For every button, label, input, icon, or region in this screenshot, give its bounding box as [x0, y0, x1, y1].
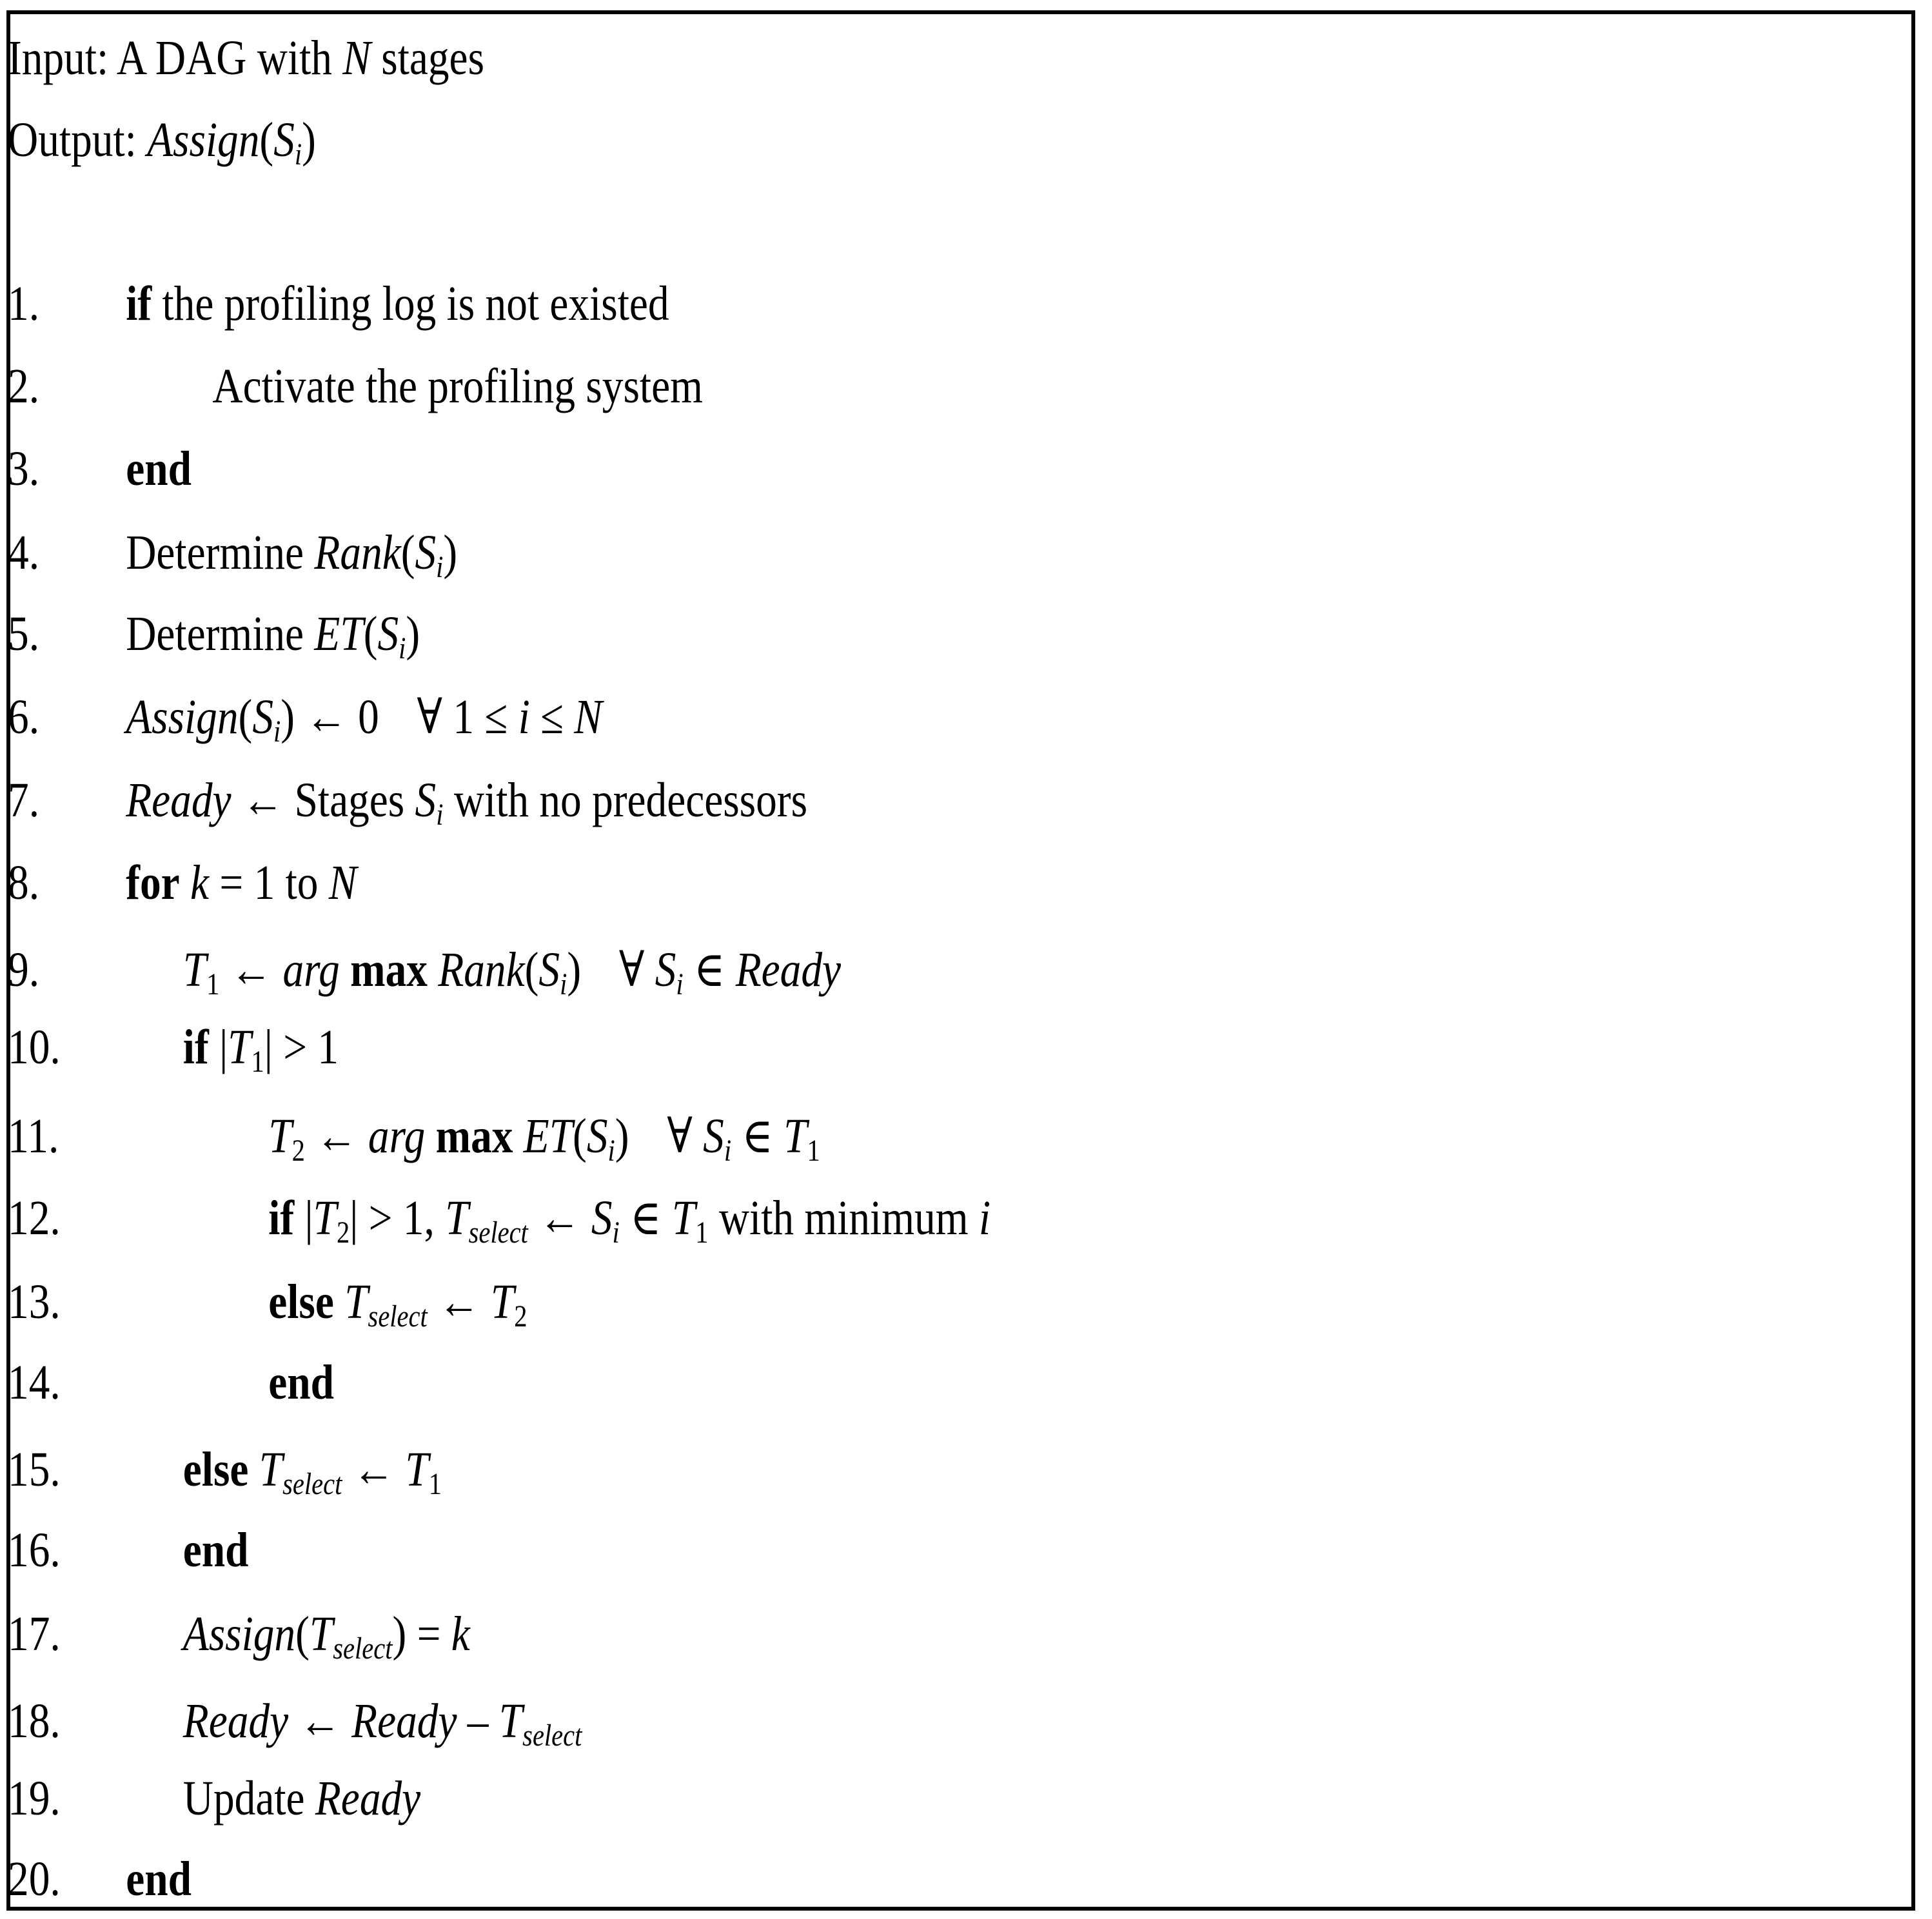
line-number: 1. [8, 277, 40, 331]
assign-arrow: ← [299, 1694, 341, 1748]
var-s: S [377, 607, 399, 661]
func-assign: Assign [126, 690, 239, 744]
line-text: > 1, [368, 1191, 435, 1245]
keyword-else: else [268, 1275, 334, 1329]
line-number: 9. [8, 943, 40, 997]
keyword-if: if [182, 1020, 209, 1074]
var-ready: Ready [126, 773, 232, 827]
element-of-symbol: ∈ [693, 943, 725, 997]
var-t: T [498, 1694, 523, 1748]
keyword-if: if [126, 277, 152, 331]
abs-bar: | [219, 1020, 228, 1074]
var-t: T [309, 1607, 333, 1661]
var-k: k [451, 1607, 470, 1661]
element-of-symbol: ∈ [630, 1191, 662, 1245]
line-number: 7. [8, 773, 40, 827]
line-text: with minimum [718, 1191, 969, 1245]
sub-select: select [282, 1468, 342, 1502]
line-body: $Assign(T_{select}) = k$ [182, 1607, 470, 1666]
sub-i: i [436, 798, 444, 832]
line-body: $T_2$ ← arg $\max ET(S_i)$ ∀ $S_i$ ∈ $T_1$ [268, 1109, 820, 1168]
line-text: Determine [126, 526, 304, 580]
func-et: ET [523, 1109, 573, 1163]
abs-bar: | [350, 1191, 359, 1245]
line-body: Determine $Rank(S_i)$ [126, 526, 458, 585]
sub-2: 2 [336, 1216, 350, 1250]
assign-arrow: ← [241, 773, 284, 827]
var-s: S [703, 1109, 724, 1163]
var-t: T [445, 1191, 469, 1245]
output-label: Output: [8, 113, 137, 167]
var-i: i [518, 690, 530, 744]
line-number: 12. [8, 1191, 61, 1245]
output-text: Output: $Assign(S_i)$ [8, 113, 316, 172]
forall-condition: ∀ 1 ≤ [417, 690, 508, 744]
var-t: T [313, 1191, 337, 1245]
var-n: N [328, 856, 357, 910]
keyword-end: end [268, 1355, 334, 1410]
assign-arrow: ← [352, 1442, 395, 1497]
keyword-if: if [268, 1191, 295, 1245]
var-s: S [538, 943, 560, 997]
line-body: $Assign(S_i)$ ← 0 ∀ 1 ≤ i ≤ N [126, 690, 602, 749]
line-body [183, 1015, 339, 1079]
line-body [126, 851, 357, 915]
func-et: ET [314, 607, 364, 661]
line-text: = 1 to [219, 856, 319, 910]
var-ready: Ready [315, 1771, 421, 1826]
input-text [8, 26, 484, 90]
assign-arrow: ← [538, 1191, 581, 1245]
sub-1: 1 [206, 968, 220, 1002]
var-t: T [259, 1442, 283, 1497]
line-body [126, 1847, 192, 1911]
line-text: Stages [294, 773, 405, 827]
sub-1: 1 [695, 1216, 709, 1250]
var-t: T [344, 1275, 368, 1329]
var-s: S [415, 773, 437, 827]
line-number: 4. [8, 526, 40, 580]
var-t: T [268, 1109, 292, 1163]
var-t: T [784, 1109, 807, 1163]
line-number: 2. [8, 359, 40, 413]
sub-i: i [724, 1134, 732, 1168]
line-body [126, 437, 192, 501]
var-s: S [415, 526, 437, 580]
line-body [268, 1270, 527, 1334]
line-body [183, 1518, 249, 1582]
abs-bar: | [264, 1020, 273, 1074]
keyword-for: for [126, 856, 180, 910]
input-text-a: A DAG with [116, 31, 332, 85]
func-rank: Rank [314, 526, 401, 580]
line-body: Determine $ET(S_i)$ [126, 607, 420, 666]
line-text: Determine [126, 607, 304, 661]
element-of-symbol: ∈ [742, 1109, 773, 1163]
line-text: Activate the profiling system [212, 359, 703, 413]
var-s: S [655, 943, 676, 997]
line-text: the profiling log is not existed [162, 277, 669, 331]
keyword-max: max [350, 943, 428, 997]
line-number: 3. [8, 442, 40, 496]
sub-i: i [560, 968, 567, 1002]
line-body [268, 1186, 991, 1250]
line-number: 5. [8, 607, 40, 661]
sub-select: select [522, 1719, 582, 1753]
var-k: k [190, 856, 210, 910]
var-ready: Ready [351, 1694, 457, 1748]
sub-select: select [368, 1300, 428, 1334]
line-text: with no predecessors [453, 773, 807, 827]
line-text: > 1 [283, 1020, 339, 1074]
arg-word: arg [282, 943, 340, 997]
line-body [126, 768, 807, 832]
keyword-else: else [182, 1442, 249, 1497]
line-number: 13. [8, 1275, 61, 1329]
assign-op: ← 0 [305, 690, 379, 744]
sub-select: select [333, 1632, 393, 1666]
sub-1: 1 [807, 1134, 820, 1168]
line-body [183, 1689, 582, 1753]
line-number: 18. [8, 1694, 61, 1748]
keyword-end: end [182, 1523, 249, 1577]
minus-op: – [467, 1694, 489, 1748]
var-i: i [978, 1191, 991, 1245]
var-t: T [405, 1442, 429, 1497]
sub-select: select [468, 1216, 528, 1250]
func-assign: Assign [182, 1607, 296, 1661]
var-s: S [273, 113, 295, 167]
var-ready: Ready [182, 1694, 289, 1748]
line-body [183, 1766, 420, 1831]
var-t: T [490, 1275, 515, 1329]
sub-1: 1 [251, 1045, 264, 1079]
sub-i: i [612, 1216, 620, 1250]
sub-i: i [436, 551, 444, 585]
sub-2: 2 [291, 1134, 305, 1168]
var-n: N [574, 690, 602, 744]
sub-i: i [294, 138, 302, 172]
le-op: ≤ [540, 690, 564, 744]
assign-arrow: ← [438, 1275, 480, 1329]
func-rank: Rank [438, 943, 525, 997]
abs-bar: | [304, 1191, 313, 1245]
line-number: 8. [8, 856, 40, 910]
sub-2: 2 [514, 1300, 527, 1334]
line-number: 20. [8, 1852, 61, 1906]
var-s: S [586, 1109, 608, 1163]
var-t: T [671, 1191, 696, 1245]
equals-op: = [417, 1607, 441, 1661]
sub-i: i [273, 715, 281, 749]
var-n: N [342, 31, 371, 85]
var-s: S [591, 1191, 613, 1245]
line-text: Update [182, 1771, 305, 1826]
line-number: 6. [8, 690, 40, 744]
input-text-b: stages [381, 31, 485, 85]
line-number: 11. [8, 1109, 59, 1163]
line-number: 10. [8, 1020, 61, 1074]
var-s: S [252, 690, 273, 744]
var-t: T [182, 943, 207, 997]
line-number: 15. [8, 1442, 61, 1497]
assign-arrow: ← [315, 1109, 358, 1163]
sub-i: i [607, 1134, 615, 1168]
sub-i: i [399, 632, 406, 666]
var-t: T [228, 1020, 251, 1074]
assign-arrow: ← [230, 943, 273, 997]
sub-1: 1 [428, 1468, 442, 1502]
line-body [183, 1437, 442, 1502]
input-label: Input: [8, 31, 109, 85]
line-number: 16. [8, 1523, 61, 1577]
line-number: 19. [8, 1771, 61, 1826]
line-number: 14. [8, 1355, 61, 1410]
arg-word: arg [368, 1109, 426, 1163]
forall-symbol: ∀ [667, 1109, 693, 1163]
sub-i: i [676, 968, 684, 1002]
line-body [126, 271, 669, 336]
line-number: 17. [8, 1607, 61, 1661]
var-ready: Ready [735, 943, 842, 997]
line-body: $T_1$ ← arg $\max Rank(S_i)$ ∀ $S_i$ ∈ Ready [182, 943, 842, 1002]
keyword-end: end [126, 442, 192, 496]
forall-symbol: ∀ [618, 943, 645, 997]
keyword-end: end [126, 1852, 192, 1906]
func-assign: Assign [147, 113, 260, 167]
line-body [268, 1350, 334, 1415]
keyword-max: max [435, 1109, 513, 1163]
